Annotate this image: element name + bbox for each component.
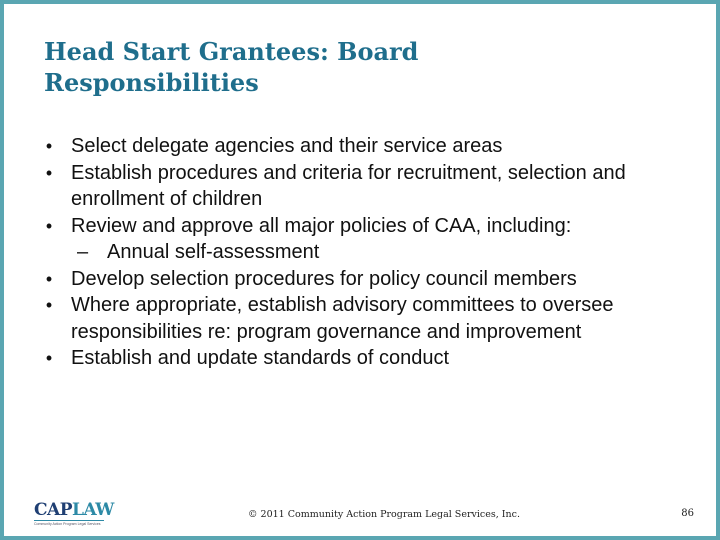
logo-underline <box>34 520 104 521</box>
bullet-icon: • <box>45 162 53 183</box>
bullet-item <box>27 345 697 372</box>
bullet-text: Where appropriate, establish advisory committees to oversee responsibilities re: program governance and improvement <box>71 294 614 343</box>
bullet-item <box>27 133 697 160</box>
title-line-1: Head Start Grantees: Board <box>44 37 419 66</box>
bullet-icon: • <box>45 268 53 289</box>
bullet-text: Develop selection procedures for policy council members <box>71 267 577 290</box>
bullet-icon: • <box>45 295 53 315</box>
bullet-item <box>27 213 697 266</box>
bullet-text: Establish and update standards of conduct <box>71 347 450 369</box>
page-number: 86 <box>681 508 694 519</box>
bullet-text: Select delegate agencies and their service areas <box>71 135 503 157</box>
copyright-notice: © 2011 Community Action Program Legal Services, Inc. <box>248 509 520 520</box>
bullet-text: Review and approve all major policies of CAA, including: <box>71 214 572 237</box>
bullet-item <box>27 292 697 345</box>
logo-wordmark: CAPLAW <box>34 500 114 520</box>
caplaw-logo <box>34 500 114 526</box>
bullet-item <box>27 266 697 293</box>
bullet-icon: • <box>45 215 53 236</box>
dash-icon: – <box>77 241 89 263</box>
bullet-item <box>27 160 697 213</box>
bullet-icon: • <box>45 136 53 156</box>
title-line-2: Responsibilities <box>44 68 259 97</box>
logo-tagline: Community Action Program Legal Services <box>34 522 101 526</box>
bullet-icon: • <box>45 348 53 368</box>
bullet-text: Establish procedures and criteria for recruitment, selection and enrollment of children <box>71 161 626 210</box>
sub-bullet-text: Annual self-assessment <box>107 241 320 263</box>
bullet-list <box>27 133 697 372</box>
sub-bullet-item <box>27 239 697 266</box>
slide-title <box>44 36 664 98</box>
